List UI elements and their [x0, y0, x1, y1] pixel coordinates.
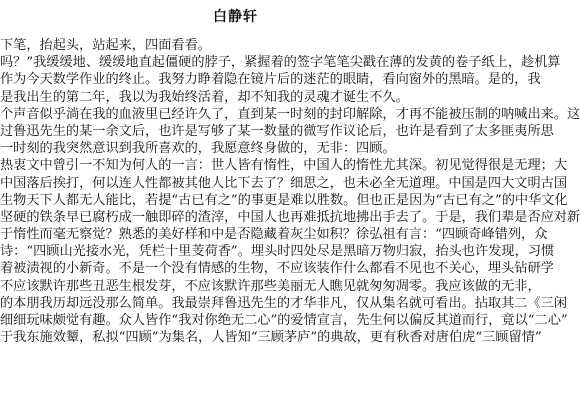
- text-line: 下笔，抬起头，站起来，四面看看。: [0, 38, 211, 53]
- text-line: 生物天下人都无人能比，若提“古已有之”的事更是难以胜数。但也正是因为“古已有之”的中华文化: [0, 192, 568, 208]
- text-line: 吗？”我缓缓地、缓缓地直起僵硬的脖子，紧握着的签字笔笔尖戳在薄的发黄的卷子纸上，趁机算: [0, 55, 561, 71]
- text-line: 不应该默许那些丑恶生根发芽，不应该默许那些美丽无人瞧见就匆匆凋零。我应该做的无非，: [0, 278, 541, 294]
- text-line: 诗：“四顾山光接水光，凭栏十里芰荷香”。埋头时四处尽是黑暗万物归寂，抬头也许发现，习惯: [0, 244, 555, 260]
- text-line: 是我出生的第二年，我以为我始终活着，却不知我的灵魂才诞生不久。: [0, 89, 409, 105]
- text-line: 着被渍视的小新奇。不是一个没有情感的生物，不应该装作什么都看不见也不关心，埋头钻研学: [0, 261, 554, 277]
- text-line: 坚硬的铁条早已腐朽成一触即碎的渣滓，中国人也再难抵抗地拂出手去了。于是，我们辈是否应对新: [0, 209, 580, 225]
- paragraph: [0, 54, 561, 106]
- text-line: 细细玩味颇觉有趣。众人皆作“我对你绝无二心”的爱情宣言，先生何以偏反其道而行，竟以“二心”: [0, 313, 568, 328]
- document-body: [0, 37, 580, 346]
- text-line: 个声音似乎淌在我的血液里已经许久了，直到某一时刻的封印解除，才再不能被压制的呐喊出来。这: [0, 106, 580, 122]
- text-line: 热衷文中曾引一不知为何人的一言：世人皆有惰性，中国人的惰性尤其深。初见觉得很是无理；大: [0, 158, 568, 174]
- page-title: 白静轩: [213, 9, 258, 25]
- text-line: 作为今天数学作业的终止。我努力睁着隐在镜片后的迷茫的眼睛，看向窗外的黑暗。是的，我: [0, 72, 541, 88]
- text-line: 过鲁迅先生的某一余文后，也许是写够了某一数量的微写作议论后，也许是看到了太多匪夷所思: [0, 123, 554, 139]
- text-line: 的本朋我历却远没那么简单。我最崇拜鲁迅先生的才华非凡，仅从集名就可看出。拈取其二《三闲: [0, 295, 568, 311]
- paragraph: [0, 37, 471, 54]
- paragraph: [0, 106, 580, 158]
- text-line: 于我东施效颦，私拟“四顾”为集名，人皆知“三顾茅庐”的典故，更有秋香对唐伯虎“三顾留情”: [0, 330, 542, 346]
- paragraph: [0, 157, 580, 346]
- text-line: 于惰性而毫无察觉？熟悉的美好样和中是否隐藏着灰尘如积？徐弘祖有言：“四顾奇峰错列，众: [0, 227, 548, 243]
- text-line: 中国落后挨打，何以连人性都被其他人比下去了？细思之，也未必全无道理。中国是四大文明古国: [0, 175, 568, 191]
- text-line: 一时刻的我突然意识到我所喜欢的，我愿意终身做的，无非：四顾。: [0, 141, 396, 157]
